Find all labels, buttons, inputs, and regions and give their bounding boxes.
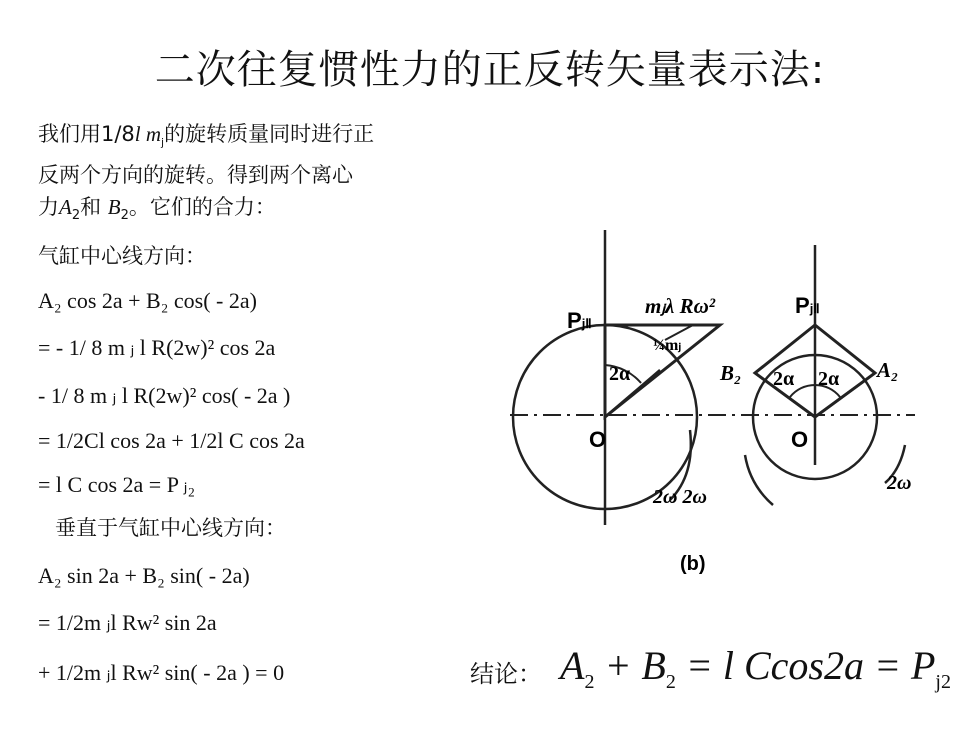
page-title: 二次往复惯性力的正反转矢量表示法: bbox=[154, 47, 826, 93]
equation-8: + 1/2m ⱼl Rw² sin( - 2a ) = 0 bbox=[38, 660, 285, 685]
equation-1: A₂ cos 2a + B₂ cos( - 2a) bbox=[38, 288, 257, 313]
label-P-left: PjⅡ bbox=[567, 308, 592, 333]
conclusion-label: 结论： bbox=[470, 660, 542, 688]
label-B2: B₂ bbox=[720, 361, 742, 385]
equation-7: = 1/2m ⱼl Rw² sin 2a bbox=[38, 610, 217, 635]
equation-5: = l C cos 2a = P ⱼ₂ bbox=[38, 472, 196, 497]
equation-3: - 1/ 8 m ⱼ l R(2w)² cos( - 2a ) bbox=[38, 383, 291, 408]
equation-2: = - 1/ 8 m ⱼ l R(2w)² cos 2a bbox=[38, 335, 276, 360]
label-A2: A₂ bbox=[877, 358, 899, 382]
label-O-left: O bbox=[589, 427, 607, 452]
intro-line-2: 反两个方向的旋转。得到两个离心 bbox=[38, 163, 353, 188]
equation-4: = 1/2Cl cos 2a + 1/2l C cos 2a bbox=[38, 428, 305, 453]
label-omega-right: 2ω bbox=[887, 472, 912, 494]
intro-line-1: 我们用1/8l $m_j$的旋转质量同时进行正 bbox=[38, 122, 375, 150]
intro-paragraph bbox=[38, 118, 468, 232]
label-O-right: O bbox=[791, 427, 809, 452]
label-quarter-mass: ¼mⱼ bbox=[653, 337, 682, 354]
heading-cylinder-direction: 气缸中心线方向： bbox=[38, 244, 206, 268]
equation-6: A₂ sin 2a + B₂ sin( - 2a) bbox=[38, 563, 250, 588]
label-top-force: mⱼλ Rω² bbox=[645, 294, 716, 318]
vector-diagram bbox=[505, 225, 920, 575]
label-2alpha-right-1: 2α bbox=[773, 368, 795, 390]
heading-perpendicular-direction: 垂直于气缸中心线方向： bbox=[55, 516, 286, 540]
intro-line-3: 力$A_2$和 $B_2$。它们的合力： bbox=[38, 195, 276, 224]
conclusion-formula: $A_2 + B_2 = l$ $Ccos2a = P_{j2}$ bbox=[560, 643, 951, 693]
label-omega-left: 2ω 2ω bbox=[653, 486, 707, 508]
label-2alpha-left: 2α bbox=[609, 363, 631, 385]
label-P-right: PjⅡ bbox=[795, 293, 820, 318]
figure-caption: (b) bbox=[680, 553, 706, 575]
label-2alpha-right-2: 2α bbox=[818, 368, 840, 390]
middle-rotation-arrow bbox=[745, 455, 773, 505]
